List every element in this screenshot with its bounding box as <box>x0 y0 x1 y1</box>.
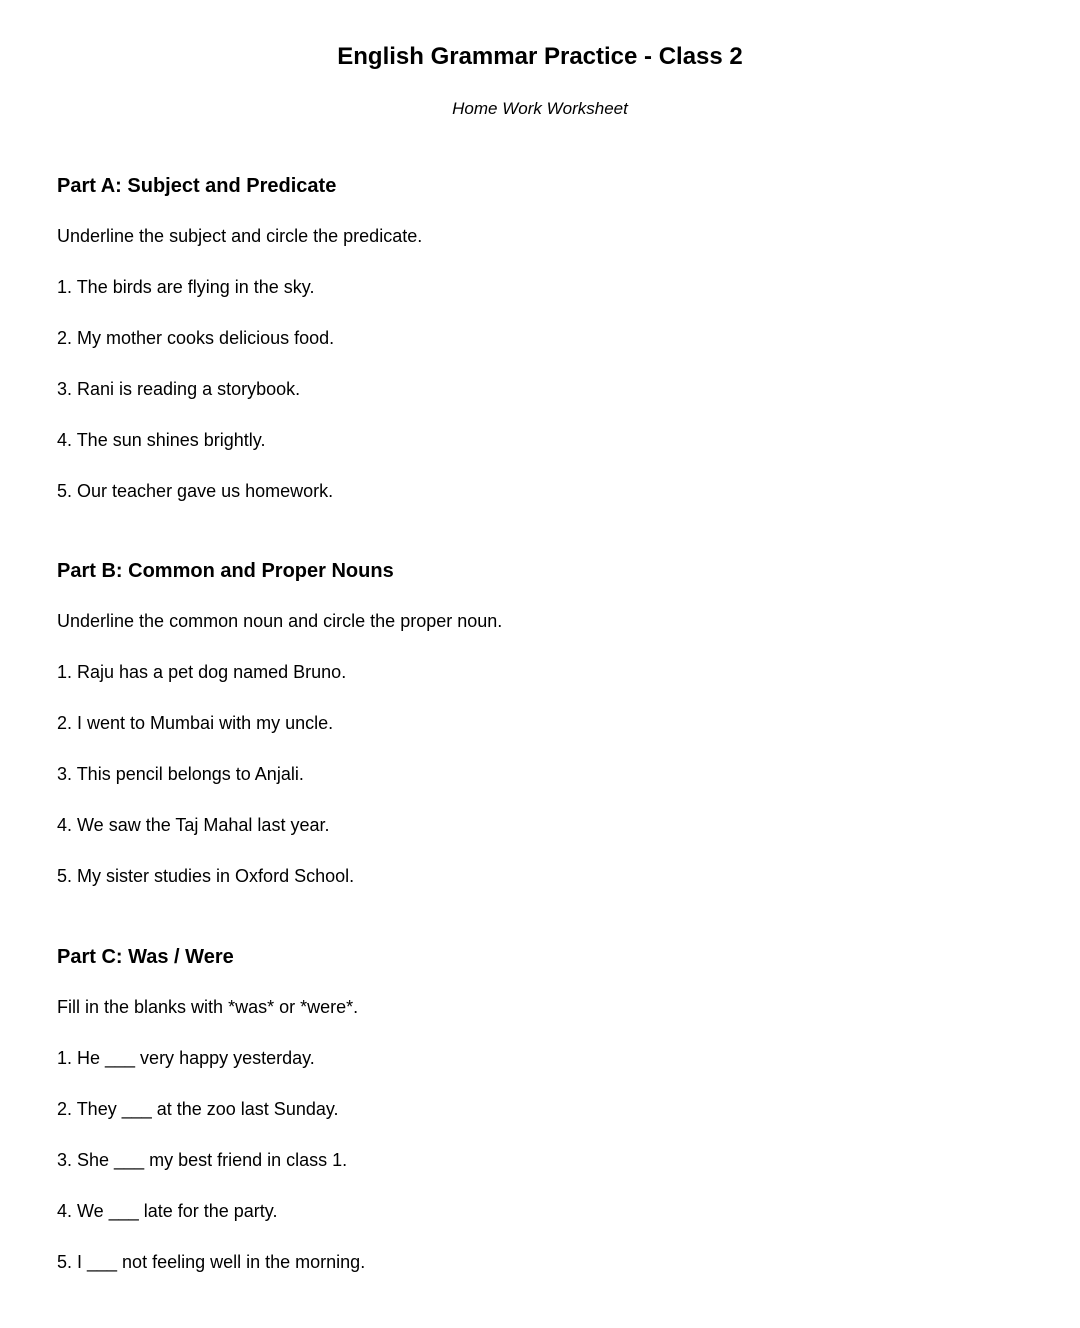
exercise-item: 1. He ___ very happy yesterday. <box>57 1048 315 1068</box>
section-heading: Part A: Subject and Predicate <box>57 175 337 197</box>
exercise-item: 5. My sister studies in Oxford School. <box>57 866 355 886</box>
section-instruction: Underline the subject and circle the predicate. <box>57 226 423 246</box>
worksheet-subtitle: Home Work Worksheet <box>452 99 628 118</box>
exercise-item: 2. I went to Mumbai with my uncle. <box>57 713 334 733</box>
exercise-item: 4. We saw the Taj Mahal last year. <box>57 815 330 835</box>
section-part-c <box>57 944 1017 1274</box>
exercise-item: 4. We ___ late for the party. <box>57 1201 278 1221</box>
section-part-a <box>57 173 1017 503</box>
section-instruction: Underline the common noun and circle the proper noun. <box>57 611 503 631</box>
section-instruction: Fill in the blanks with *was* or *were*. <box>57 997 359 1017</box>
worksheet-title: English Grammar Practice - Class 2 <box>337 43 743 70</box>
exercise-item: 1. Raju has a pet dog named Bruno. <box>57 662 347 682</box>
exercise-item: 5. I ___ not feeling well in the morning. <box>57 1252 366 1272</box>
exercise-item: 3. Rani is reading a storybook. <box>57 379 301 399</box>
section-heading: Part B: Common and Proper Nouns <box>57 560 394 582</box>
section-part-b <box>57 558 1017 888</box>
exercise-item: 2. My mother cooks delicious food. <box>57 328 335 348</box>
exercise-item: 3. This pencil belongs to Anjali. <box>57 764 304 784</box>
exercise-item: 5. Our teacher gave us homework. <box>57 481 334 501</box>
exercise-item: 1. The birds are flying in the sky. <box>57 277 315 297</box>
exercise-item: 3. She ___ my best friend in class 1. <box>57 1150 348 1170</box>
section-heading: Part C: Was / Were <box>57 946 234 968</box>
exercise-item: 4. The sun shines brightly. <box>57 430 266 450</box>
exercise-item: 2. They ___ at the zoo last Sunday. <box>57 1099 339 1119</box>
